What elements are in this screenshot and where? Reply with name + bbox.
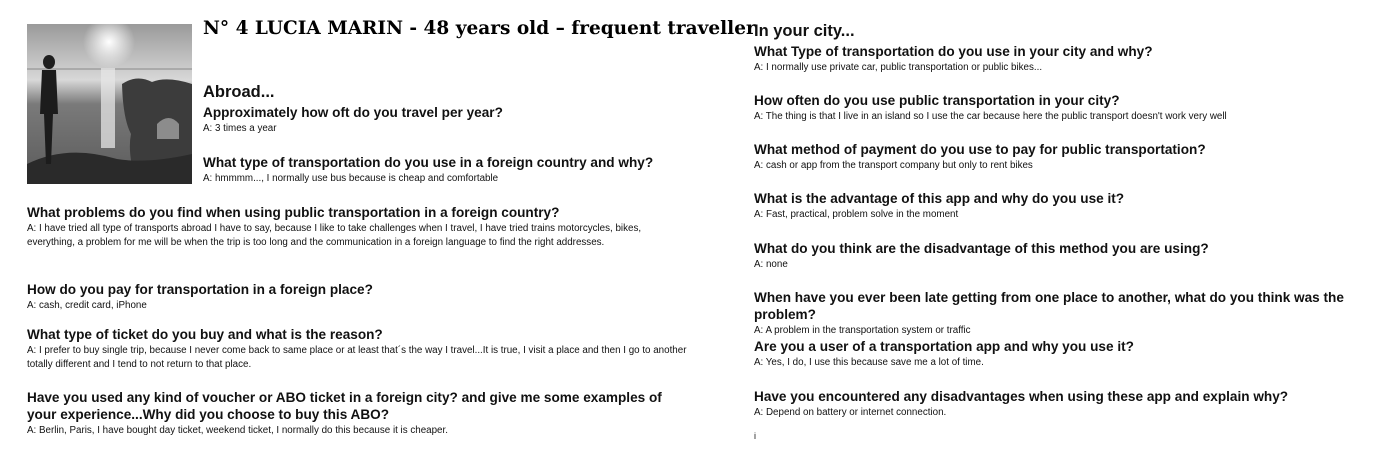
city-qa-8 xyxy=(754,388,1384,420)
city-qa-7 xyxy=(754,338,1384,370)
section-heading-city: In your city... xyxy=(754,22,855,40)
city-qa-3 xyxy=(754,141,1384,173)
question: How often do you use public transportation in your city? xyxy=(754,93,1120,108)
question: Are you a user of a transportation app and why you use it? xyxy=(754,339,1134,354)
question: What type of ticket do you buy and what is the reason? xyxy=(27,327,383,342)
question: Approximately how oft do you travel per year? xyxy=(203,105,503,120)
abroad-qa-6 xyxy=(27,389,667,438)
abroad-qa-2 xyxy=(203,154,743,186)
answer: A: A problem in the transportation system or traffic xyxy=(754,325,971,336)
answer: A: Berlin, Paris, I have bought day ticket, weekend ticket, I normally do this because it is cheaper. xyxy=(27,425,448,436)
abroad-qa-5 xyxy=(27,326,687,372)
abroad-qa-3 xyxy=(27,204,687,250)
trailing-mark: i xyxy=(754,431,756,441)
city-qa-1 xyxy=(754,43,1384,75)
question: When have you ever been late getting from one place to another, what do you think was the problem? xyxy=(754,290,1344,322)
answer: A: cash, credit card, iPhone xyxy=(27,300,147,311)
city-qa-6 xyxy=(754,289,1394,338)
city-qa-4 xyxy=(754,190,1384,222)
answer: A: I have tried all type of transports abroad I have to say, because I like to take challenges when I travel, I have tried trains motorcycles, bikes, everything, a problem for me will be when the trip is too long and the communication in a foreign language to find the right addresses. xyxy=(27,223,642,248)
question: What do you think are the disadvantage of this method you are using? xyxy=(754,241,1209,256)
answer: A: The thing is that I live in an island so I use the car because here the public transport doesn't work very well xyxy=(754,111,1227,122)
question: Have you encountered any disadvantages when using these app and explain why? xyxy=(754,389,1289,404)
answer: A: Yes, I do, I use this because save me a lot of time. xyxy=(754,357,984,368)
answer: A: cash or app from the transport company but only to rent bikes xyxy=(754,160,1033,171)
question: What is the advantage of this app and why do you use it? xyxy=(754,191,1125,206)
abroad-qa-4 xyxy=(27,281,687,313)
question: What method of payment do you use to pay for public transportation? xyxy=(754,142,1206,157)
abroad-qa-1 xyxy=(203,104,743,136)
page-title: N° 4 LUCIA MARIN - 48 years old – frequent traveller xyxy=(203,18,756,39)
answer: A: I normally use private car, public transportation or public bikes... xyxy=(754,62,1043,73)
question: What type of transportation do you use in a foreign country and why? xyxy=(203,155,654,170)
portrait-image xyxy=(27,24,192,184)
answer: A: none xyxy=(754,259,788,270)
answer: A: Fast, practical, problem solve in the moment xyxy=(754,209,959,220)
answer: A: Depend on battery or internet connection. xyxy=(754,407,947,418)
question: Have you used any kind of voucher or ABO ticket in a foreign city? and give me some examples of your experience...Why did you choose to buy this ABO? xyxy=(27,390,662,422)
question: What Type of transportation do you use in your city and why? xyxy=(754,44,1153,59)
city-qa-5 xyxy=(754,240,1384,272)
question: How do you pay for transportation in a foreign place? xyxy=(27,282,373,297)
profile-photo xyxy=(27,24,192,184)
answer: A: hmmmm..., I normally use bus because is cheap and comfortable xyxy=(203,173,499,184)
question: What problems do you find when using public transportation in a foreign country? xyxy=(27,205,560,220)
city-qa-2 xyxy=(754,92,1384,124)
answer: A: I prefer to buy single trip, because I never come back to same place or at least that´s the way I travel...It is true, I visit a place and then I go to another totally different and I tend to not return to that place. xyxy=(27,345,687,370)
answer: A: 3 times a year xyxy=(203,123,277,134)
section-heading-abroad: Abroad... xyxy=(203,83,275,101)
